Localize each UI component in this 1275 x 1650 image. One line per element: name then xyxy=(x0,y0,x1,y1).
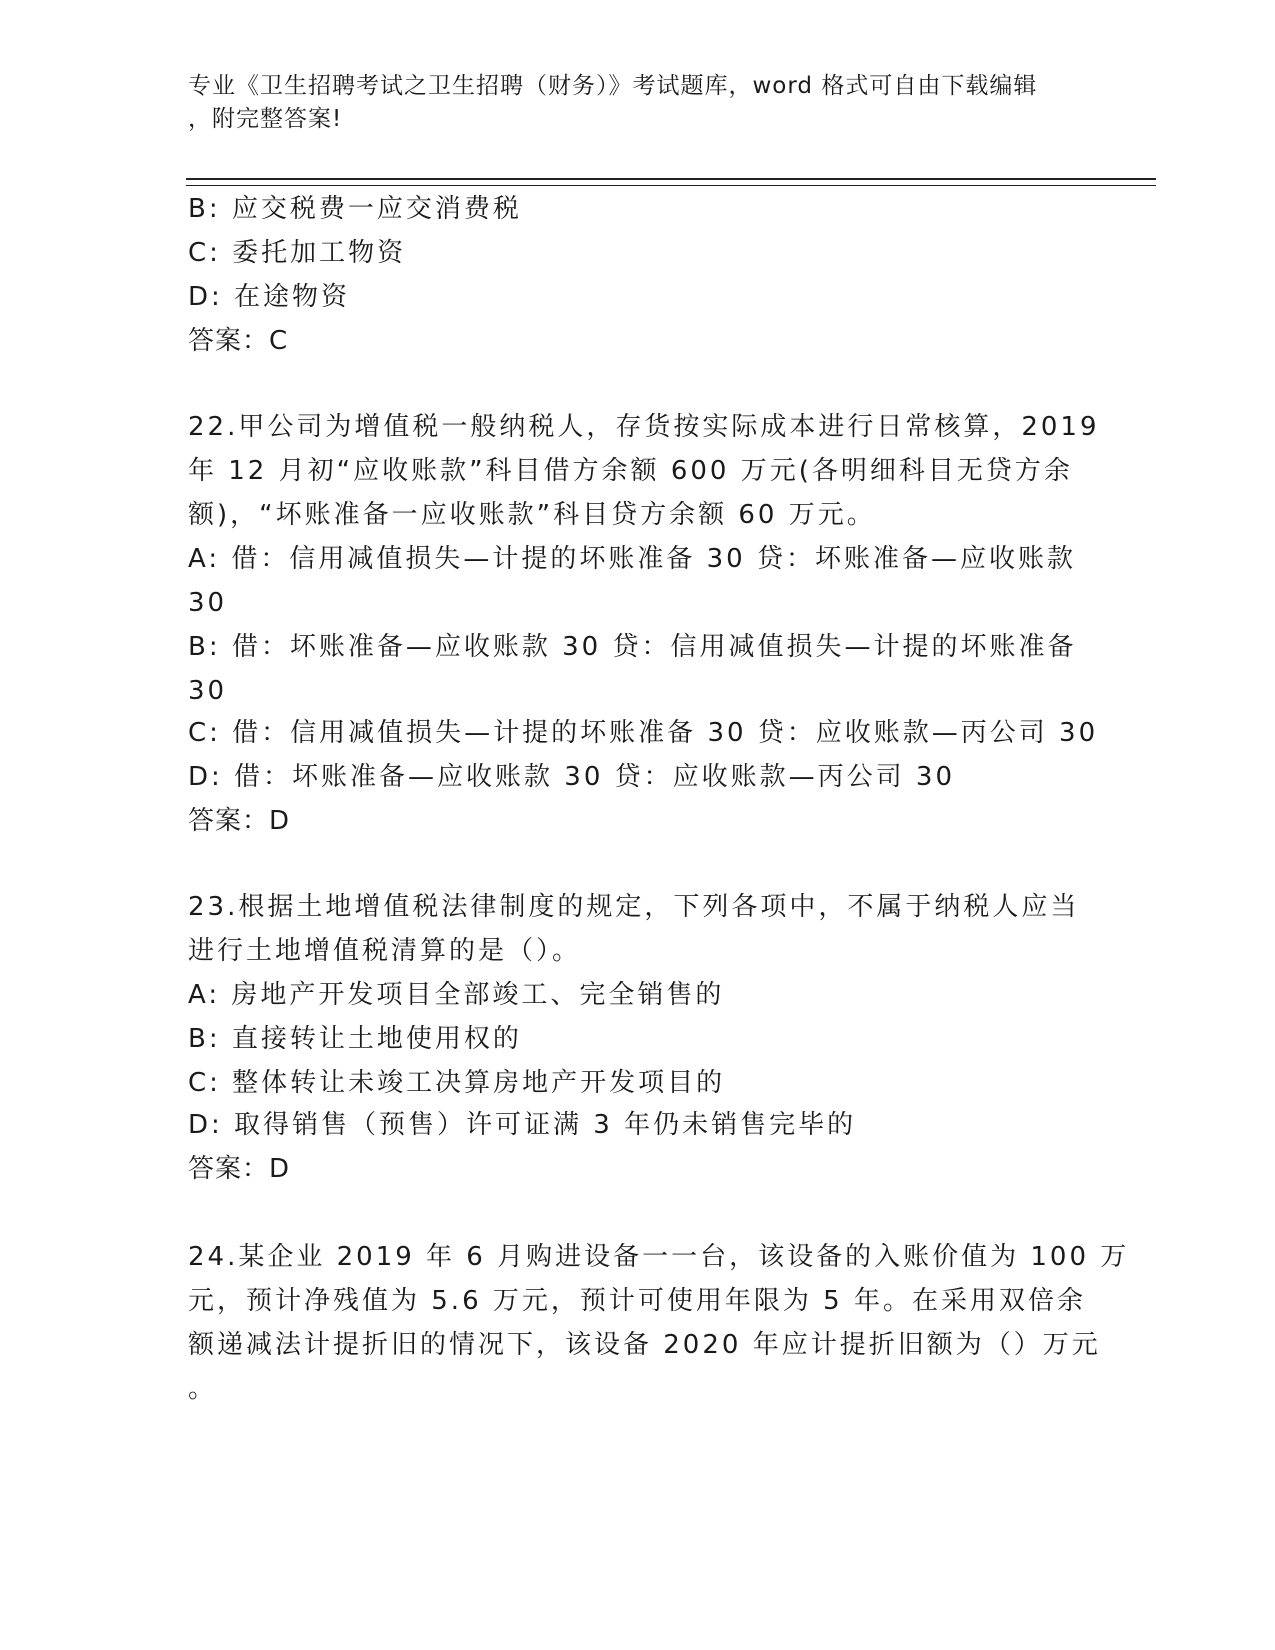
page-header xyxy=(188,70,1088,136)
q24-stem-line-1: 24.某企业 2019 年 6 月购进设备一一台，该设备的入账价值为 100 万 xyxy=(188,1242,1130,1272)
q24-stem-line-2: 元，预计净残值为 5.6 万元，预计可使用年限为 5 年。在采用双倍余 xyxy=(188,1286,1086,1316)
q22-option-a-line-1: A: 借：信用减值损失—计提的坏账准备 30 贷：坏账准备—应收账款 xyxy=(188,544,1076,574)
q23-stem-line-1: 23.根据土地增值税法律制度的规定，下列各项中，不属于纳税人应当 xyxy=(188,892,1080,922)
q21-option-d: D: 在途物资 xyxy=(188,282,351,312)
q21-answer: 答案：C xyxy=(188,326,289,356)
q24-stem-line-4: 。 xyxy=(188,1374,218,1404)
q22-option-a-line-2: 30 xyxy=(188,588,228,618)
q23-option-d: D: 取得销售（预售）许可证满 3 年仍未销售完毕的 xyxy=(188,1110,857,1140)
q22-stem-line-2: 年 12 月初“应收账款”科目借方余额 600 万元(各明细科目无贷方余 xyxy=(188,456,1073,486)
q21-option-c: C: 委托加工物资 xyxy=(188,238,407,268)
q22-stem-line-1: 22.甲公司为增值税一般纳税人，存货按实际成本进行日常核算，2019 xyxy=(188,412,1100,442)
q23-answer: 答案：D xyxy=(188,1154,291,1184)
q22-stem-line-3: 额)，“坏账准备一应收账款”科目贷方余额 60 万元。 xyxy=(188,500,876,530)
header-rule-thick xyxy=(186,178,1156,180)
q22-answer: 答案：D xyxy=(188,806,291,836)
q23-stem-line-2: 进行土地增值税清算的是（）。 xyxy=(188,936,582,966)
header-line-1: 专业《卫生招聘考试之卫生招聘（财务）》考试题库，word 格式可自由下载编辑 xyxy=(188,73,1038,99)
q21-option-b: B: 应交税费一应交消费税 xyxy=(188,194,522,224)
q23-option-a: A: 房地产开发项目全部竣工、完全销售的 xyxy=(188,980,725,1010)
q23-option-c: C: 整体转让未竣工决算房地产开发项目的 xyxy=(188,1068,726,1098)
header-rule-thin xyxy=(186,185,1156,186)
q22-option-b-line-1: B: 借：坏账准备—应收账款 30 贷：信用减值损失—计提的坏账准备 xyxy=(188,632,1077,662)
q22-option-c: C: 借：信用减值损失—计提的坏账准备 30 贷：应收账款—丙公司 30 xyxy=(188,718,1099,748)
q24-stem-line-3: 额递减法计提折旧的情况下，该设备 2020 年应计提折旧额为（）万元 xyxy=(188,1330,1101,1360)
q22-option-b-line-2: 30 xyxy=(188,676,228,706)
header-line-2: ，附完整答案! xyxy=(188,106,343,132)
q22-option-d: D: 借：坏账准备—应收账款 30 贷：应收账款—丙公司 30 xyxy=(188,762,956,792)
q23-option-b: B: 直接转让土地使用权的 xyxy=(188,1024,522,1054)
